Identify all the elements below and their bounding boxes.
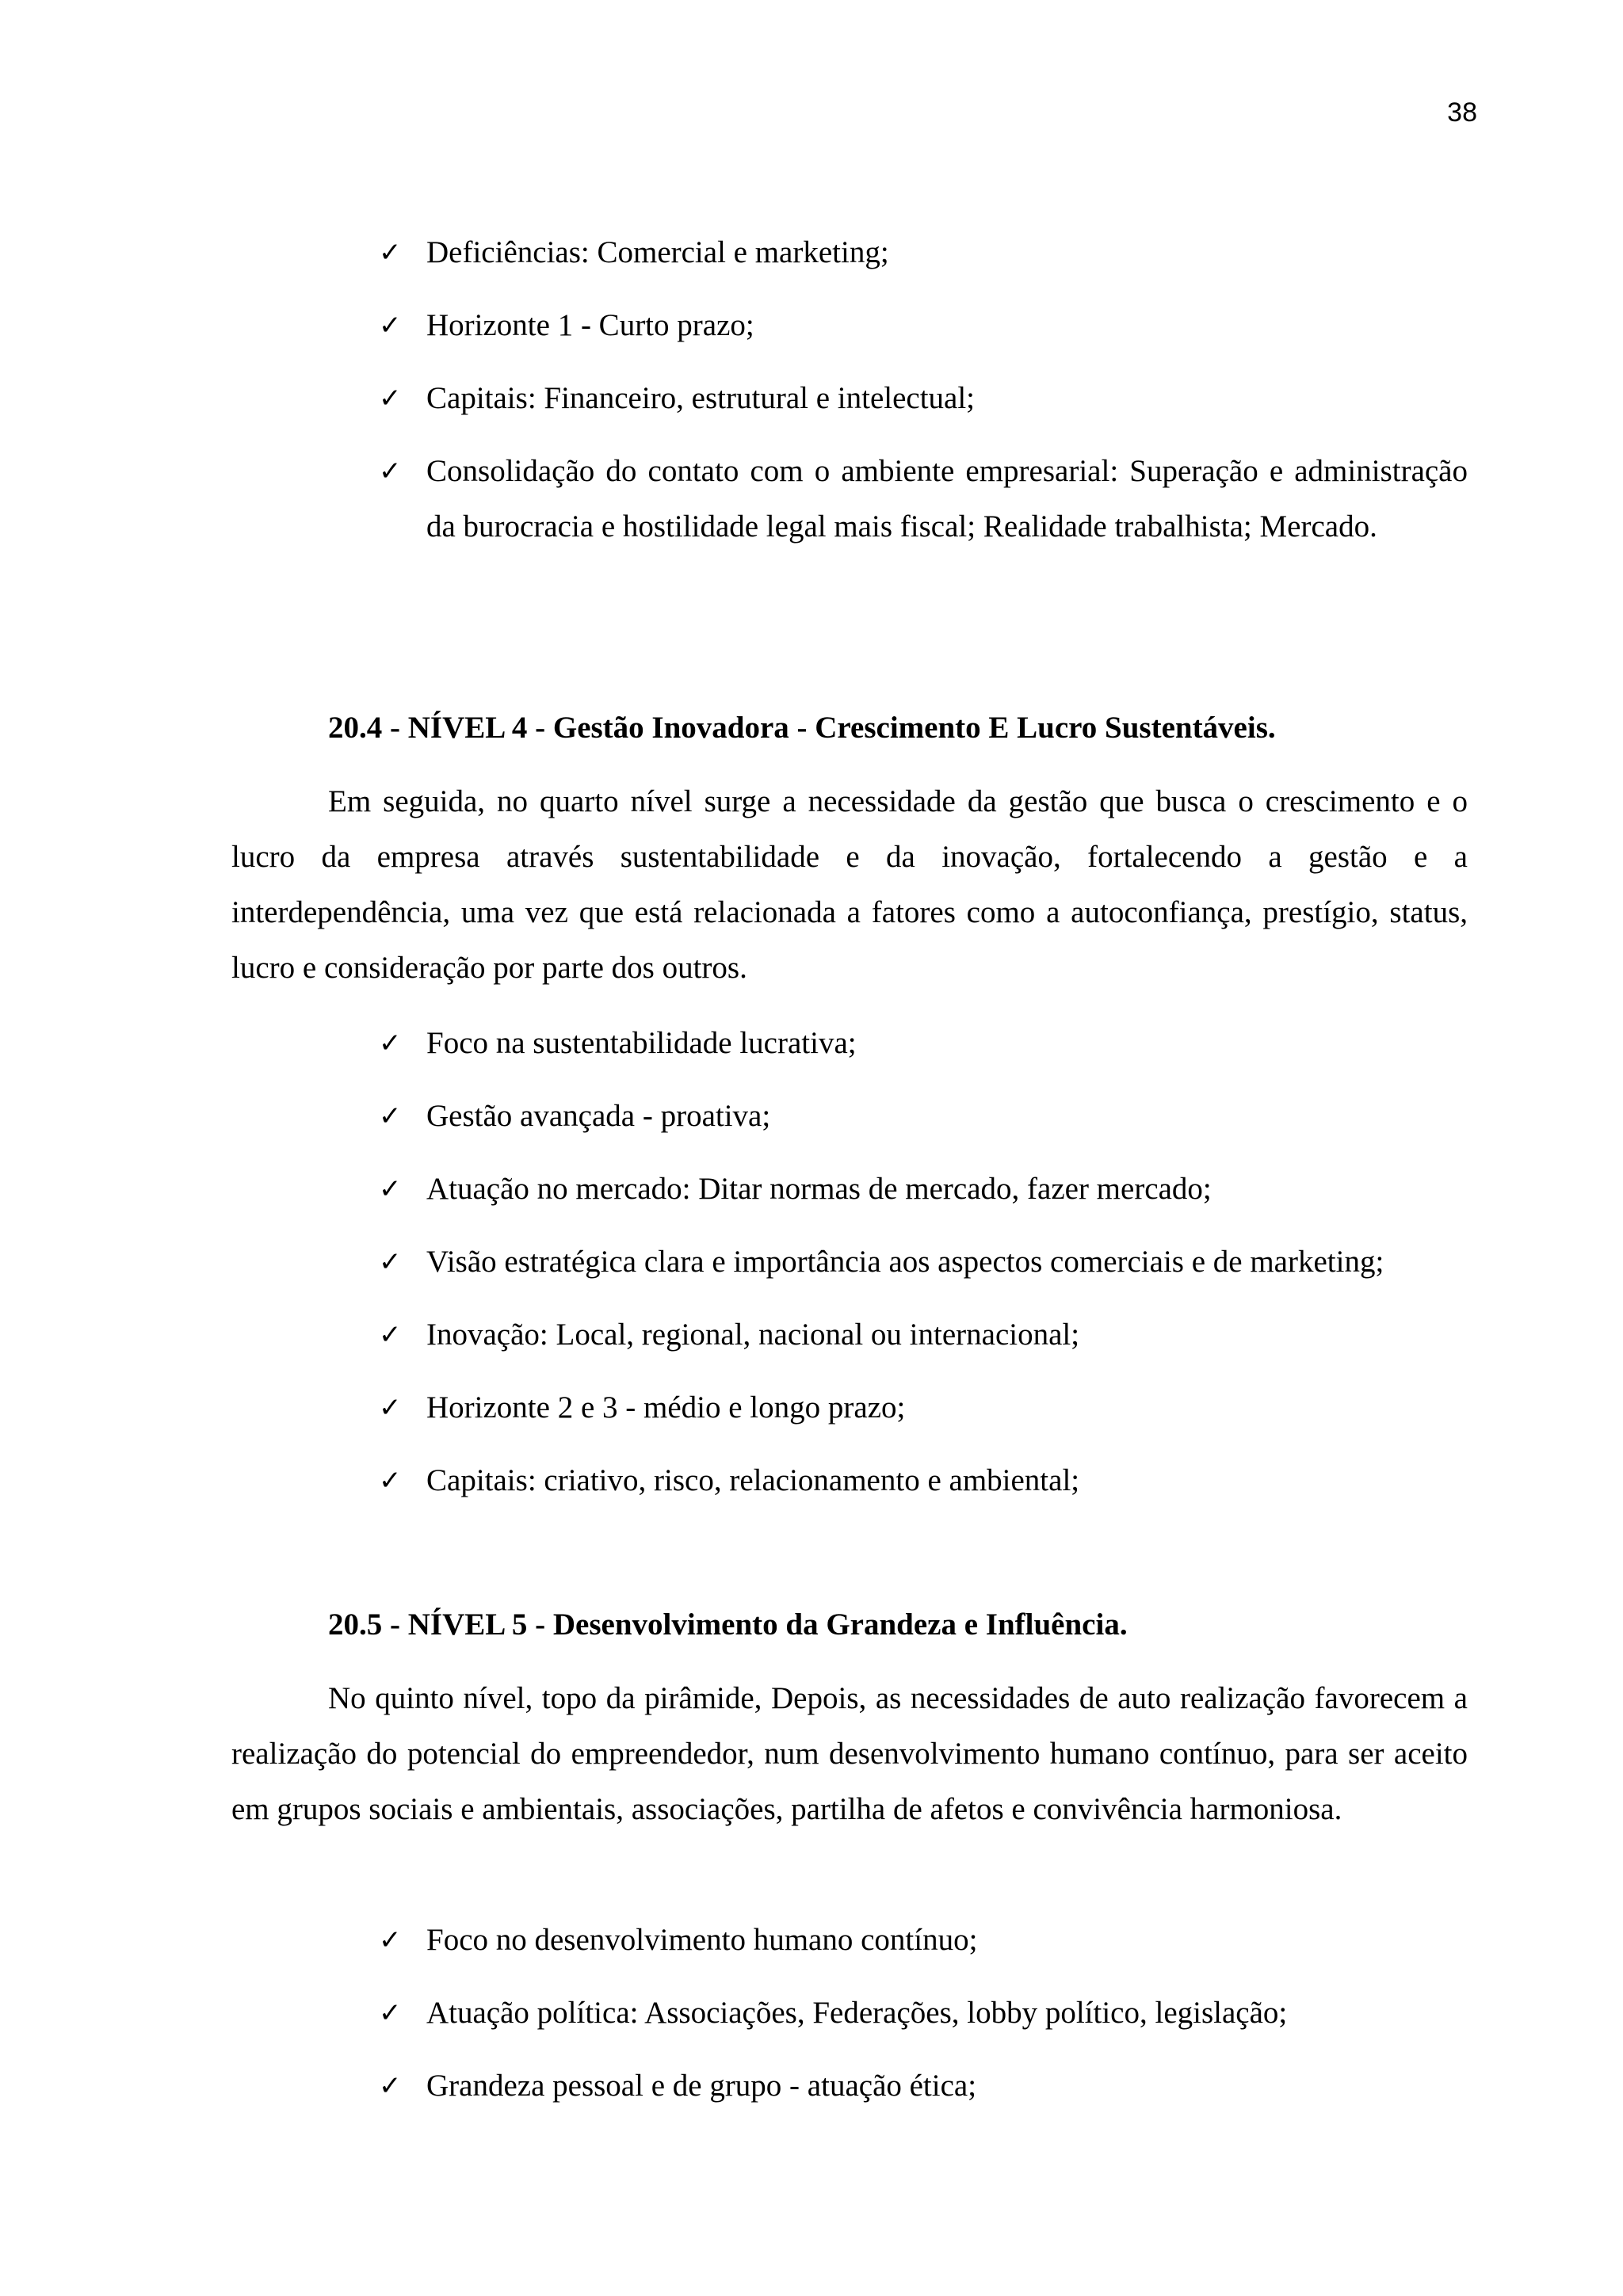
list-item	[377, 225, 1468, 280]
list-item-text: Foco na sustentabilidade lucrativa;	[426, 1026, 857, 1060]
list-item-text: Horizonte 2 e 3 - médio e longo prazo;	[426, 1390, 906, 1425]
list-item-text: Capitais: Financeiro, estrutural e intelectual;	[426, 381, 976, 415]
checkmark-icon: ✓	[379, 1028, 402, 1059]
list-item	[377, 1985, 1468, 2041]
list-item	[377, 1016, 1468, 1071]
list-item-text: Capitais: criativo, risco, relacionamento e ambiental;	[426, 1463, 1080, 1497]
checkmark-icon: ✓	[379, 383, 402, 414]
checkmark-icon: ✓	[379, 2070, 402, 2102]
list-item	[377, 1234, 1468, 1290]
list-item	[377, 1913, 1468, 1968]
list-item-text: Grandeza pessoal e de grupo - atuação ética;	[426, 2069, 977, 2103]
section-4-paragraph: Em seguida, no quarto nível surge a necessidade da gestão que busca o crescimento e o lucro da empresa através sustentabilidade e da inovação, fortalecendo a gestão e a interdependência, uma vez que está relacionada a fatores como a autoconfiança, prestígio, status, lucro e consideração por parte dos outros.	[231, 784, 1468, 985]
list-item	[377, 2058, 1468, 2114]
list-item	[377, 444, 1468, 555]
list-item-text: Deficiências: Comercial e marketing;	[426, 235, 889, 269]
checkmark-icon: ✓	[379, 310, 402, 341]
list-item	[377, 371, 1468, 426]
list-item-text: Visão estratégica clara e importância aos aspectos comerciais e de marketing;	[426, 1245, 1384, 1279]
section-4-title: 20.4 - NÍVEL 4 - Gestão Inovadora - Crescimento E Lucro Sustentáveis.	[328, 711, 1276, 745]
checkmark-icon: ✓	[379, 1246, 402, 1278]
list-item-text: Horizonte 1 - Curto prazo;	[426, 308, 754, 342]
list-item-text: Foco no desenvolvimento humano contínuo;	[426, 1923, 978, 1957]
checkmark-icon: ✓	[379, 1173, 402, 1205]
list-item-text: Consolidação do contato com o ambiente empresarial: Superação e administração da burocracia e hostilidade legal mais fiscal; Realidade trabalhista; Mercado.	[426, 454, 1468, 543]
list-item-text: Atuação no mercado: Ditar normas de mercado, fazer mercado;	[426, 1172, 1212, 1206]
list-item-text: Atuação política: Associações, Federações, lobby político, legislação;	[426, 1996, 1288, 2030]
list-item-text: Inovação: Local, regional, nacional ou internacional;	[426, 1318, 1080, 1352]
checkmark-icon: ✓	[379, 1924, 402, 1956]
page-number: 38	[1447, 97, 1477, 128]
list-item	[377, 298, 1468, 353]
checkmark-icon: ✓	[379, 1465, 402, 1497]
checkmark-icon: ✓	[379, 456, 402, 487]
checkmark-icon: ✓	[379, 237, 402, 269]
top-checklist	[377, 225, 1468, 572]
section-5-checklist	[377, 1913, 1468, 2131]
checkmark-icon: ✓	[379, 1392, 402, 1424]
list-item	[377, 1380, 1468, 1436]
section-5-paragraph: No quinto nível, topo da pirâmide, Depois, as necessidades de auto realização favorecem a realização do potencial do empreendedor, num desenvolvimento humano contínuo, para ser aceito em grupos sociais e ambientais, associações, partilha de afetos e convivência harmoniosa.	[231, 1681, 1468, 1826]
checkmark-icon: ✓	[379, 1100, 402, 1132]
list-item	[377, 1089, 1468, 1144]
list-item-text: Gestão avançada - proativa;	[426, 1099, 771, 1133]
list-item	[377, 1453, 1468, 1508]
checkmark-icon: ✓	[379, 1319, 402, 1351]
list-item	[377, 1307, 1468, 1363]
checkmark-icon: ✓	[379, 1997, 402, 2029]
section-5-title: 20.5 - NÍVEL 5 - Desenvolvimento da Grandeza e Influência.	[328, 1608, 1128, 1642]
list-item	[377, 1161, 1468, 1217]
section-4-checklist	[377, 1016, 1468, 1526]
